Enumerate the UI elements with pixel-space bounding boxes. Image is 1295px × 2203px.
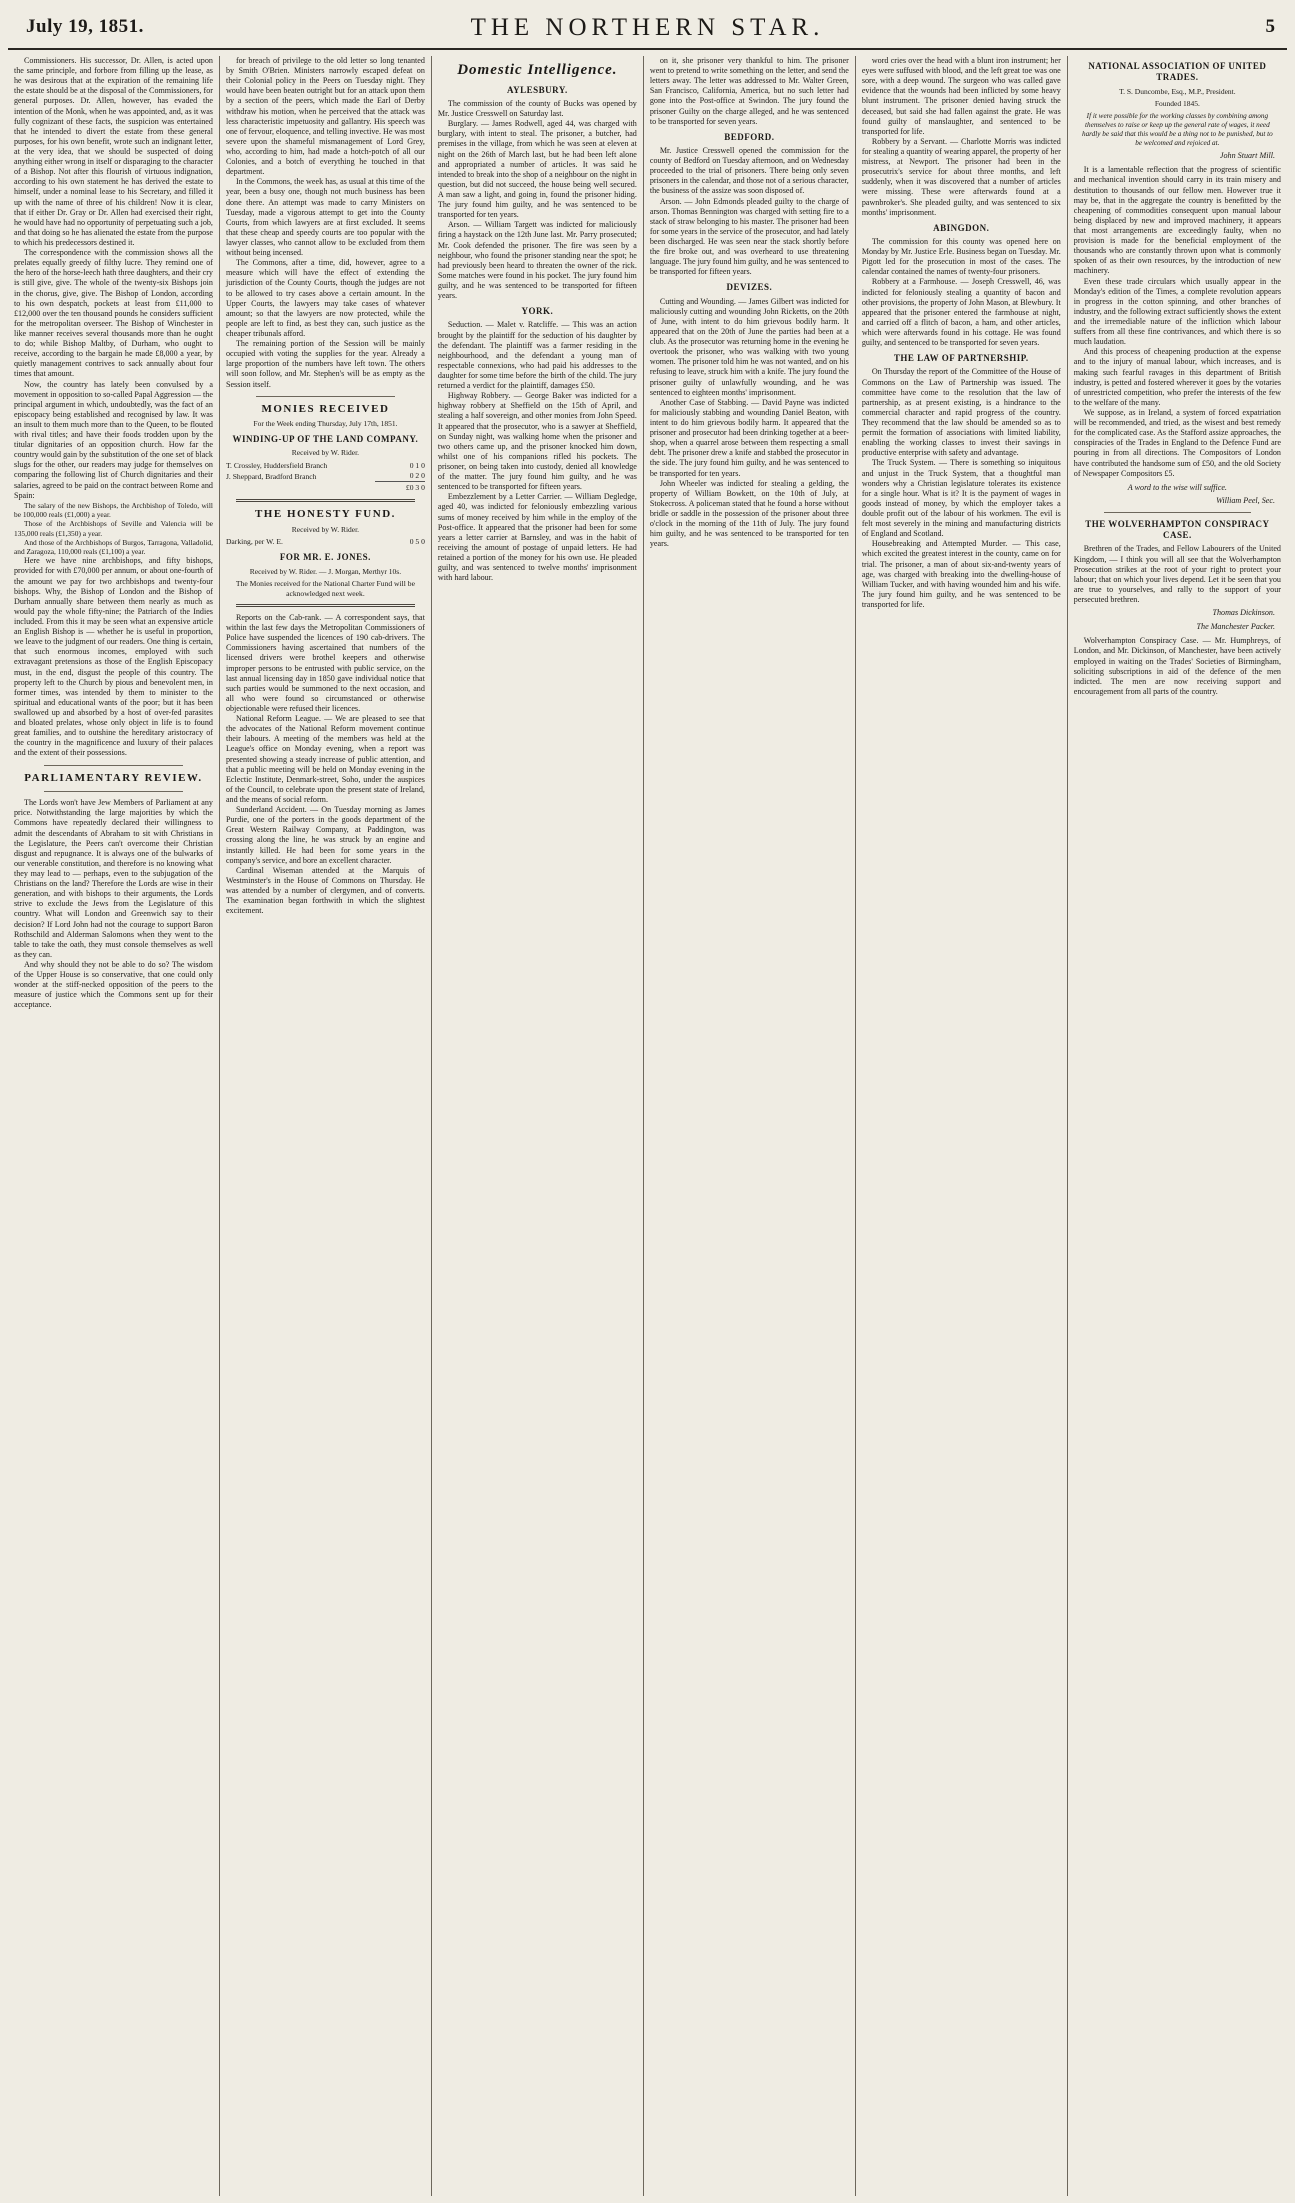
article-paragraph: The remaining portion of the Session will be mainly occupied with voting the supplies for the year. Already a large proportion of the numbers have left town. The others will soon follow, and Mr. Stephen's will be as empty as the Session itself. xyxy=(225,339,425,389)
section-heading: WINDING-UP OF THE LAND COMPANY. xyxy=(232,433,419,444)
column-2 xyxy=(220,56,432,2196)
column-4 xyxy=(644,56,856,2196)
article-paragraph: Cardinal Wiseman attended at the Marquis of Westminster's in the House of Commons on Thursday. He was attended by a number of clergymen, and of converts. The examination began forthwith in which the slightest excitement. xyxy=(225,865,425,916)
table-row xyxy=(226,482,425,493)
divider xyxy=(44,765,183,766)
article-paragraph: Arson. — William Targett was indicted for maliciously firing a haystack on the 12th June last. Mr. Parry prosecuted; Mr. Cook defended the prisoner. The fire was seen by a neighbour, who found the prisoner standing near the spot; he had previously been heard to threaten the owner of the rick. Some matches were found in his pocket. The jury found him guilty, and he was sentenced to be transported for fifteen years. xyxy=(437,220,637,301)
article-paragraph: Even these trade circulars which usually appear in the Monday's edition of the Times, a complete revolution appears in progress in the cotton spinning, and other branches of industry, and the following extract sufficiently shows the extent and the irremediable nature of the infliction which labour suffers from all these fine contrivances, and which there is so much laudation. xyxy=(1073,276,1281,347)
section-subheading: Received by W. Rider. xyxy=(291,447,360,457)
article-paragraph: Cutting and Wounding. — James Gilbert was indicted for maliciously cutting and wounding John Ricketts, on the 20th of June, with intent to do him grievous bodily harm. It appeared that on the 20th of June the parties had been at a club. As the prosecutor was returning home in the evening he overtook the prisoner, who was walking with two young women. The prisoner told him he was not wanted, and on his refusing to leave, struck him with a knife. The jury found the prisoner guilty of unlawfully wounding, and he was sentenced to eighteen months' imprisonment. xyxy=(649,296,849,397)
column-5 xyxy=(856,56,1068,2196)
section-heading: ABINGDON. xyxy=(933,222,990,233)
article-paragraph: And why should they not be able to do so? The wisdom of the Upper House is so conservative, that one could only wonder at the stiff-necked opposition of the peers to the measure of justice which the Commons sent up for their acceptance. xyxy=(14,960,213,1010)
section-heading: BEDFORD. xyxy=(724,131,775,142)
divider xyxy=(256,396,395,397)
article-paragraph: The commission for this county was opened here on Monday by Mr. Justice Erle. Business began on Tuesday. Mr. Pigott led for the prosecution in most of the cases. The calendar contained the names of twenty-four prisoners. xyxy=(861,237,1061,277)
article-paragraph: Mr. Justice Cresswell opened the commission for the county of Bedford on Tuesday afternoon, and on Wednesday proceeded to the trial of prisoners. There being only seven prisoners in the calendar, and those not of a serious character, the business of the assize was soon disposed of. xyxy=(649,146,849,196)
article-paragraph: Embezzlement by a Letter Carrier. — William Degledge, aged 40, was indicted for feloniously embezzling various sums of money received by him while in the employ of the Post-office. It appeared that the prisoner had been for some years a letter carrier at Barnsley, and was in the habit of receiving the amount of postage of unpaid letters. He had retained a portion of the money for his own use. He pleaded guilty, and was sentenced to twelve months' imprisonment with hard labour. xyxy=(437,492,637,583)
article-paragraph: for breach of privilege to the old letter so long tenanted by Smith O'Brien. Ministers narrowly escaped defeat on their Colonial policy in the Peers on Tuesday night. They would have been beaten outright but for an attack upon them by a section of the peers, which made the Earl of Derby withdraw his motion, when he perceived that the attack was less characteristic impetuosity and gallantry. His speech was one of fervour, eloquence, and telling invective. He was most severe upon the shameful mismanagement of Lord Grey, who, according to him, had made a hotch-potch of all our Colonies, and a botch of everything he touched in that department. xyxy=(225,56,425,177)
divider xyxy=(1104,512,1251,513)
epigraph-quote: If it were possible for the working classes by combining among themselves to raise or keep up the general rate of wages, it need hardly be said that this would be a thing not to be punished, but to be welcomed and rejoiced at. xyxy=(1081,112,1273,148)
article-paragraph: Highway Robbery. — George Baker was indicted for a highway robbery at Sheffield on the 15th of April, and stealing a half sovereign, and other monies from John Speed. It appeared that the prosecutor, who is a sawyer at Sheffield, on Sunday night, was walking home when the prisoner and two others came up, and the prisoner knocked him down, whilst one of his companions rifled his pockets. The prisoner, on being taken into custody, denied all knowledge of the matter. The jury found him guilty, and he was sentenced to be transported for fifteen years. xyxy=(437,391,637,492)
column-1 xyxy=(8,56,220,2196)
receipt-amount: 0 5 0 xyxy=(409,537,425,547)
section-heading: MONIES RECEIVED xyxy=(261,402,390,415)
section-heading: THE LAW OF PARTNERSHIP. xyxy=(893,353,1029,364)
article-paragraph: on it, she prisoner very thankful to him. The prisoner went to pretend to write something on the letter, and send the letters away. The letter was addressed to Mr. Walter Green, San Francisco, California, America, but no such letter had gone into the Post-office at Swindon. The jury found the prisoner Guilty on the charge alleged, and he was sentenced to be transported for seven years. xyxy=(649,56,849,126)
signature: Thomas Dickinson. xyxy=(1212,608,1275,618)
section-heading: PARLIAMENTARY REVIEW. xyxy=(24,771,203,784)
section-subheading: For the Week ending Thursday, July 17th, 1851. xyxy=(253,419,398,429)
issue-date: July 19, 1851. xyxy=(26,16,144,37)
salary-note: And those of the Archbishops of Burgos, Tarragona, Valladolid, and Zaragoza, 110,000 reals (£1,100) a year. xyxy=(14,537,213,557)
signature: The Manchester Packer. xyxy=(1196,622,1275,632)
article-paragraph: Sunderland Accident. — On Tuesday morning as James Purdie, one of the porters in the goods department of the Great Western Railway Company, at Paddington, was crossing along the line, he was struck by an engine and instantly killed. He had been for some years in the company's service, and bore an excellent character. xyxy=(225,805,425,865)
columns xyxy=(8,56,1287,2196)
table-row xyxy=(226,460,425,470)
masthead xyxy=(8,6,1287,50)
receipt-label: Darking, per W. E. xyxy=(225,537,283,547)
article-paragraph: It is a lamentable reflection that the progress of scientific and mechanical invention should carry in its train misery and destitution to thousands of our fellow men. However true it may be, that in the aggregate the country is benefitted by the cheapening of commodities consequent upon manual labour being displaced by new and improved machinery, it appears that most arrangements are exceedingly faulty, when no provision is made for the beneficial employment of the thousands who are constantly thrown upon what is commonly spoken of as their own resources, by the introduction of new machinery. xyxy=(1073,165,1281,276)
receipt-amount: 0 2 0 xyxy=(409,471,425,481)
article-paragraph: The commission of the county of Bucks was opened by Mr. Justice Cresswell on Saturday last. xyxy=(437,99,637,119)
article-paragraph: On Thursday the report of the Committee of the House of Commons on the Law of Partnership was issued. The committee have come to the resolution that the law of partnership, as at present existing, is a hindrance to the commercial character and rapid progress of the country. They recommend that the law should be amended so as to permit the formation of associations with limited liability, enabling the working classes to invest their savings in productive enterprise with safety and advantage. xyxy=(861,367,1061,458)
article-paragraph: The Commons, after a time, did, however, agree to a measure which will have the effect of extending the jurisdiction of the County Courts, though the judges are not to be allowed to try cases above a certain amount. In the Upper Courts, the lawyers may take cases of whatever amount; so that the lawyers are now protected, while the people are left to find, as best they can, such justice as the cheaper tribunals afford. xyxy=(225,258,425,338)
article-paragraph: We suppose, as in Ireland, a system of forced expatriation will be recommended, and tried, as the wisest and best remedy for the complicated case. As the Stafford assize approaches, the conspiracies of the Trades in England to the Defence Fund are pouring in from all directions. The Compositors of London have contributed the handsome sum of £50, and the old Society of Newspaper Compositors £5. xyxy=(1073,407,1281,478)
section-heading: YORK. xyxy=(521,306,554,317)
section-subheading: Founded 1845. xyxy=(1154,98,1200,108)
article-paragraph: Reports on the Cab-rank. — A correspondent says, that within the last few days the Metropolitan Commissioners of Police have suspended the licences of 190 cab-drivers. The Commissioners having ascertained that numbers of the licensed drivers were brothel keepers and otherwise improper persons to be entrusted with public service, on the last annual licensing day in 1850 gave individual notice that such parties would be summoned to the next occasion, and all who were found so circumstanced or otherwise objectionable were refused their licences. xyxy=(225,613,425,713)
epigraph-attribution: John Stuart Mill. xyxy=(1219,151,1275,161)
section-heading: NATIONAL ASSOCIATION OF UNITED TRADES. xyxy=(1088,61,1267,83)
receipt-label: T. Crossley, Huddersfield Branch xyxy=(225,460,328,470)
section-heading: DEVIZES. xyxy=(726,282,773,293)
receipt-label: J. Sheppard, Bradford Branch xyxy=(225,471,317,481)
salary-note: The salary of the new Bishops, the Archbishop of Toledo, will be 100,000 reals (£1,000) a year. xyxy=(14,500,213,520)
article-paragraph: Arson. — John Edmonds pleaded guilty to the charge of arson. Thomas Bennington was charged with setting fire to a stack of straw belonging to his master. The prisoner had been for some years in the service of the prosecutor, and had lately been discharged. He was seen near the stack shortly before the fire broke out, and was overheard to use threatening language. The jury found him guilty, and he was sentenced to be transported for fifteen years. xyxy=(649,196,849,277)
section-heading: THE WOLVERHAMPTON CONSPIRACY CASE. xyxy=(1085,518,1270,541)
article-paragraph: Housebreaking and Attempted Murder. — This case, which excited the greatest interest in the county, came on for trial. The prisoner, a man of about six-and-twenty years of age, was charged with breaking into the dwelling-house of William Tucker, and with having wounded him and his wife. The jury found him guilty, and he was sentenced to be transported for life. xyxy=(861,539,1061,609)
table-row xyxy=(226,471,425,482)
article-paragraph: Robbery by a Servant. — Charlotte Morris was indicted for stealing a quantity of wearing apparel, the property of her mistress, at Newport. The prisoner had been in the prosecutrix's service for about three months, and left suddenly, when it was discovered that a number of articles were missing. These were afterwards found at a pawnbroker's. She pleaded guilty, and was sentenced to six months' imprisonment. xyxy=(861,136,1061,217)
article-paragraph: The Lords won't have Jew Members of Parliament at any price. Notwithstanding the large majorities by which the Commons have repeatedly declared their willingness to admit the descendants of Abraham to sit with Christians in the Legislature, the Peers can't overcome their Christian disgust and repugnance. It is always one of the bulwarks of our venerable constitution, and therefore is no knowing what they may lead to — perhaps, even to the subjugation of the Christians on the land? Therefore the Lords are wise in their generation, and with bishops to their arguments, the Lords strive to exclude the Jews from the Legislature of this country. What will London and Greenwich say to their decision? If Lord John had not the courage to support Baron Rothschild and Alderman Salomons when they went to the table to take the oath, they must console themselves as well as they can. xyxy=(14,798,213,959)
section-heading: AYLESBURY. xyxy=(506,84,568,95)
salary-note: Those of the Archbishops of Seville and Valencia will be 135,000 reals (£1,350) a year. xyxy=(14,519,213,538)
article-paragraph: And this process of cheapening production at the expense and to the injury of manual labour, which increases, and is making such fearful ravages in this department of British industry, is petted and fostered wherever it goes by the votaries of unrestricted competition, who prefer the interests of the few to the welfare of the many. xyxy=(1073,347,1281,407)
page-number: 5 xyxy=(1265,16,1275,37)
section-heading: FOR MR. E. JONES. xyxy=(279,552,371,563)
newspaper-title: THE NORTHERN STAR. xyxy=(470,14,825,41)
section-subheading: T. S. Duncombe, Esq., M.P., President. xyxy=(1119,86,1236,96)
article-paragraph: word cries over the head with a blunt iron instrument; her eyes were suffused with blood, and the left great toe was one sore, with a deep wound. The surgeon who was called gave evidence that the wounds had been inflicted by some heavy blunt instrument. The prisoner denied having struck the deceased, but said she had fallen against the grate. He was found guilty of manslaughter, and sentenced to be transported for life. xyxy=(861,56,1061,136)
article-paragraph: Another Case of Stabbing. — David Payne was indicted for maliciously stabbing and wounding Daniel Beaton, with intent to do him grievous bodily harm. It appeared that the prisoner and prosecutor had been drinking together at a beer-shop, when a quarrel arose between them respecting a small debt. The prisoner drew a knife and stabbed the prosecutor in the side. The jury found him guilty, and he was sentenced to be transported for ten years. xyxy=(649,397,849,478)
section-heading: Domestic Intelligence. xyxy=(457,62,618,78)
article-paragraph: In the Commons, the week has, as usual at this time of the year, been a busy one, though not much business has been done there. An attempt was made to carry Ministers on Tuesday, made a vigorous attempt to get into the County Courts, from which lawyers are at first excluded. It seems that these cheap and speedy courts are too popular with the lawyer classes, who cannot allow to be excluded from them without being incensed. xyxy=(225,177,425,258)
column-6 xyxy=(1068,56,1287,2196)
receipts-table xyxy=(226,537,425,547)
signature: William Peel, Sec. xyxy=(1216,495,1275,505)
column-3 xyxy=(432,56,644,2196)
section-subheading: Received by W. Rider. xyxy=(291,524,360,534)
article-paragraph: Commissioners. His successor, Dr. Allen, is acted upon the same principle, and forbore from filling up the lease, as he was desirous that at the expiration of the remaining life the estate should be at the disposal of the Commissioners, for general purposes. Dr. Allen, however, has evaded the intention of the Monk, when he was appointed, and, as it was fully cognizant of these facts, the suspicion was entertained that he intended to divert the estate from these general purposes, for his own benefit, wrote such an indignant letter, at the very idea, that we should be suspected of doing anything either wrong in itself or disparaging to the character of a Bishop. Not after this flourish of virtuous indignation, according to his own statement he has derived the estate to himself, under a nominal lease to his Secretary, and filled it up with the name of three of his children! Now it is clear, that if either Dr. Gray or Dr. Allen had exercised their right, he would have had no opportunity of perpetuating such a job, and that doing so he has alienated the estate from the purpose to which his predecessors destined it. xyxy=(14,56,213,247)
article-paragraph: Now, the country has lately been convulsed by a movement in opposition to so-called Papal Aggression — the principal argument in which, undoubtedly, was the fact of an episcopacy being established and recognised by law. It was an insult to them much more than to the Queen, to be flouted with rival titles; and have their foods trodden upon by the titular dignitaries of an opposition church. How far the country would gain by the substitution of the one set of black slugs for the other, our readers may judge for themselves on comparing the following list of Church dignitaries and their salaries, agreed to be paid on the contract between Rome and Spain: xyxy=(14,379,213,500)
article-paragraph: Robbery at a Farmhouse. — Joseph Cresswell, 46, was indicted for feloniously stealing a quantity of bacon and other provisions, the property of John Mason, at Blewbury. It appeared that the prisoner entered the farmhouse at night, and carried off a flitch of bacon, a ham, and other articles, which were afterwards found in his cottage. He was found guilty, and sentenced to be transported for seven years. xyxy=(861,277,1061,348)
receipts-table xyxy=(226,460,425,492)
article-paragraph: Wolverhampton Conspiracy Case. — Mr. Humphreys, of London, and Mr. Dickinson, of Manchester, have been actively employed in waiting on the Trades' Societies of Birmingham, soliciting subscriptions in aid of the defence of the men indicted. The men are now receiving support and encouragement from all parts of the country. xyxy=(1073,636,1281,696)
section-heading: THE HONESTY FUND. xyxy=(254,507,396,520)
verse-line: A word to the wise will suffice. xyxy=(1127,482,1227,492)
article-paragraph: Burglary. — James Rodwell, aged 44, was charged with burglary, with intent to steal. The prisoner, a butcher, had premises in the village, from which he was seen at eleven at night on the 26th of March last, but he had been left alone and appropriated a number of articles. It was said he intended to break into the shop of a neighbour on the night in question, but did not succeed, the house being well secured. A man saw a light, and going in, found the prisoner hiding. The jury found him guilty, and he was sentenced to be transported for ten years. xyxy=(437,119,637,220)
article-paragraph: Seduction. — Malet v. Ratcliffe. — This was an action brought by the plaintiff for the seduction of his daughter by the defendant. The plaintiff was a farmer residing in the neighbourhood, and the defendant a young man of respectable connexions, who had paid his addresses to the daughter for some time before the birth of the child. The jury returned a verdict for the plaintiff, damages £50. xyxy=(437,320,637,391)
receipt-amount: 0 1 0 xyxy=(409,460,425,470)
table-row xyxy=(226,537,425,547)
section-subheading: Received by W. Rider. — J. Morgan, Merthyr 10s. xyxy=(249,566,402,576)
article-paragraph: National Reform League. — We are pleased to see that the advocates of the National Reform movement continue their labours. A meeting of the members was held at the League's office on Monday evening, when a report was presented showing a steady increase of public attention, and that a public meeting will be held on Monday evening in the Eclectic Institute, Denmark-street, Soho, under the auspices of the Council, to celebrate upon the present state of Ireland, and the means of social reform. xyxy=(225,714,425,804)
divider xyxy=(236,499,415,502)
article-paragraph: The Truck System. — There is something so iniquitous and unjust in the Truck System, that a thoughtful man wonders why a Christian legislature tolerates its existence for a single hour. What is it? It is the payment of wages in goods instead of money, by which the employer takes a double profit out of the labour of his workmen. The evil is felt most severely in the mining and manufacturing districts of England and Scotland. xyxy=(861,458,1061,539)
article-paragraph: The correspondence with the commission shows all the prelates equally greedy of filthy lucre. They remind one of the hero of the horse-leech hath three daughters, and their cry is still give, give. The whole of the twenty-six Bishops join in the chorus, give, give. The Bishop of London, according to his own despatch, pockets at least from £11,000 to £12,000 over the ten thousand pounds he considers sufficient for the metropolitan overseer. The Bishop of Winchester in like manner receives several thousands more than he ought to do; while Bishop Maltby, of Durham, who ought to receive, according to the bargain he made £8,000 a year, by quietly management contrives to sack annually about four times that amount. xyxy=(14,248,213,379)
divider xyxy=(236,604,415,607)
article-paragraph: Here we have nine archbishops, and fifty bishops, provided for with £70,000 per annum, or about one-fourth of the amount we pay for two archbishops and twenty-four bishops. Why, the Bishop of London and the Bishop of Durham annually share between them nearly as much as would pay the whole fifty-nine; the Patriarch of the Indies included. From this it may be seen what an expensive article an English Bishop is — whether he is useful in proportion, we leave to the judgment of our readers. One thing is certain, that such enormous incomes, employed with such extravagant pretensions as those of the English Episcopacy must, in the end, disgust the people of this country. The property left to the Church by pious and benevolent men, in former times, was intended by them to minister to the spiritual and educational wants of the poor; but it has been swallowed up and absorbed by a host of over-fed parasites and bloated prelates, whose only object in life is to found great families, and to outshine the hereditary aristocracy of the country in the magnificence and luxury of their palaces and the extent of their possessions. xyxy=(14,556,213,758)
newspaper-page xyxy=(8,6,1287,2196)
receipt-total: £0 3 0 xyxy=(375,482,425,493)
article-paragraph: John Wheeler was indicted for stealing a gelding, the property of William Bowkett, on the 10th of July, at Stokecross. A policeman stated that he found a horse without bridle or saddle in the possession of the prisoner about three o'clock in the morning of the 11th of July. The jury found him guilty, and he was sentenced to be transported for ten years. xyxy=(649,478,849,549)
article-paragraph: Brethren of the Trades, and Fellow Labourers of the United Kingdom, — I think you will all see that the Wolverhampton Prosecution strikes at the root of your right to protect your labour; that on which your lives depend. Let it be seen that you are true to yourselves, and rally to the support of your persecuted brethren. xyxy=(1073,544,1281,605)
divider xyxy=(44,791,183,792)
notice: The Monies received for the National Charter Fund will be acknowledged next week. xyxy=(235,579,415,598)
